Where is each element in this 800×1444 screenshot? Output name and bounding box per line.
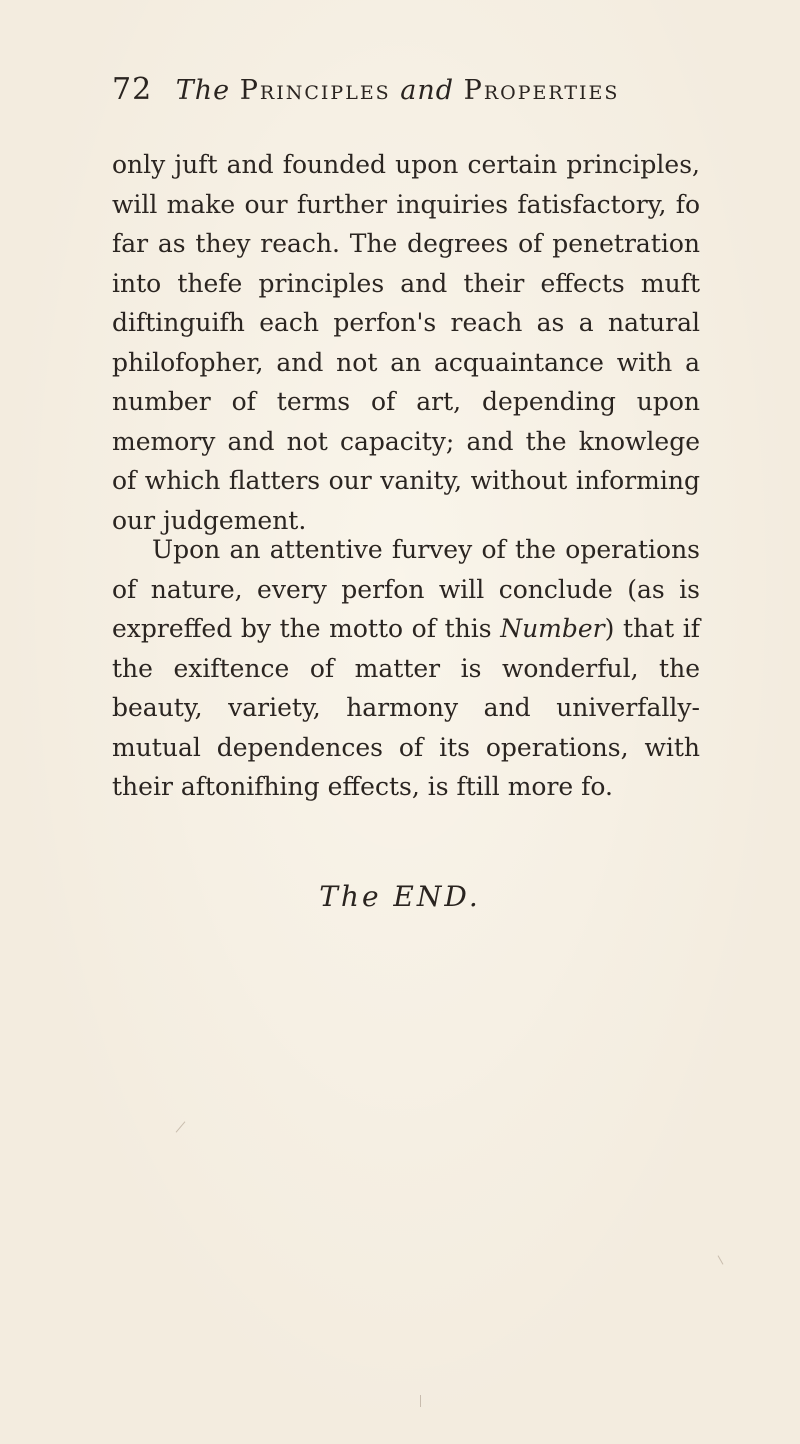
header-word-principles: Principles: [239, 75, 391, 106]
paper-speck: [176, 1121, 186, 1132]
paragraph-conclusion-italic-number: Number: [500, 614, 605, 643]
paragraph-conclusion: [112, 530, 700, 807]
paper-speck: [420, 1395, 421, 1407]
header-word-and: and: [400, 75, 455, 106]
paragraph-conclusion-part1: Upon an attentive furvey of the operations of nature, every perfon will conclude (as is expreffed by the motto of this: [112, 535, 700, 643]
running-header: [112, 72, 712, 107]
paragraph-conclusion-part2: ) that if the exiftence of matter is wonderful, the beauty, variety, harmony and univerfally-mutual dependences of its operations, with their aftonifhing effects, is ftill more fo.: [112, 614, 700, 801]
the-end-colophon: The END.: [319, 880, 481, 913]
paper-speck: [718, 1255, 724, 1264]
paragraph-continuation: only juft and founded upon certain principles, will make our further inquiries fatisfactory, fo far as they reach. The degrees of penetration into thefe principles and their effects muft diftinguifh each perfon's reach as a natural philofopher, and not an acquaintance with a number of terms of art, depending upon memory and not capacity; and the knowlege of which flatters our vanity, without informing our judgement.: [112, 150, 700, 535]
page-number: 72: [112, 72, 153, 107]
header-word-the: The: [175, 75, 231, 106]
header-word-properties: Properties: [463, 75, 620, 106]
